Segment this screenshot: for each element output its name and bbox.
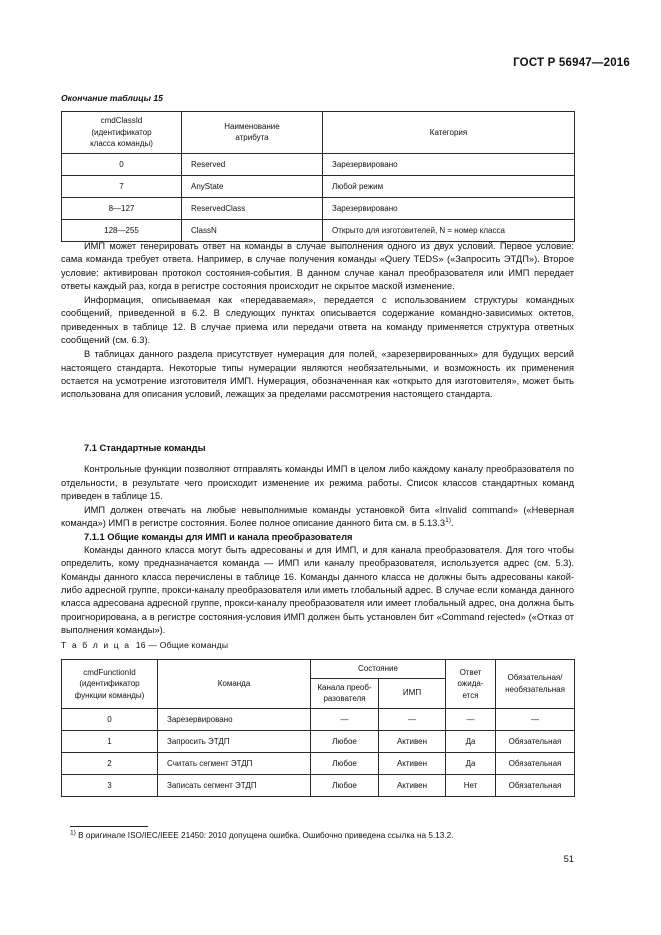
footnote-text	[61, 830, 574, 841]
cell-id: 7	[62, 175, 182, 197]
table15	[61, 111, 575, 242]
table16-answer-line3: ется	[462, 690, 479, 700]
heading-7-1-1: 7.1.1 Общие команды для ИМП и канала преобразователя	[84, 531, 353, 542]
table16-required-line1: Обязательная/	[507, 673, 563, 683]
section-7-1-block	[61, 442, 574, 637]
table16-col1-line3: функции команды)	[74, 690, 145, 700]
table-row	[62, 752, 575, 774]
table16-header	[62, 660, 575, 709]
cell-answer: —	[446, 708, 496, 730]
table15-col-cmdclassid	[62, 112, 182, 154]
cell-required: Обязательная	[496, 730, 575, 752]
cell-category: Зарезервировано	[323, 197, 575, 219]
table-row	[62, 153, 575, 175]
cell-category: Зарезервировано	[323, 153, 575, 175]
body-text-block-1	[61, 240, 574, 402]
table-row	[62, 730, 575, 752]
paragraph-5	[61, 504, 574, 531]
table15-block	[61, 93, 574, 242]
cell-name: ClassN	[182, 219, 323, 241]
cell-name: Reserved	[182, 153, 323, 175]
table16-col-required	[496, 660, 575, 709]
footnote-block	[61, 826, 574, 867]
cell-required: Обязательная	[496, 774, 575, 796]
cell-id: 0	[62, 153, 182, 175]
paragraph-5-tail: .	[450, 518, 454, 529]
table16-col-state-imp: ИМП	[379, 678, 446, 708]
cell-id: 1	[62, 730, 158, 752]
table16-caption-rest: 16 — Общие команды	[135, 640, 229, 650]
cell-command: Считать сегмент ЭТДП	[158, 752, 311, 774]
table15-col2-line1: Наименование	[224, 121, 280, 131]
cell-answer: Да	[446, 730, 496, 752]
cell-channel: Любое	[311, 774, 379, 796]
cell-id: 0	[62, 708, 158, 730]
table16-block	[61, 640, 574, 797]
table16-answer-line2: ожида-	[457, 679, 484, 689]
cell-id: 8—127	[62, 197, 182, 219]
cell-required: Обязательная	[496, 752, 575, 774]
cell-category: Любой режим	[323, 175, 575, 197]
table16-channel-line1: Канала преоб-	[317, 682, 372, 692]
cell-channel: Любое	[311, 752, 379, 774]
table-row	[62, 197, 575, 219]
cell-command: Записать сегмент ЭТДП	[158, 774, 311, 796]
table16-col-state-channel	[311, 678, 379, 708]
table16-body	[62, 708, 575, 796]
cell-imp: Активен	[379, 752, 446, 774]
table16-answer-line1: Ответ	[459, 667, 482, 677]
cell-command: Зарезервировано	[158, 708, 311, 730]
cell-command: Запросить ЭТДП	[158, 730, 311, 752]
cell-imp: Активен	[379, 730, 446, 752]
table16-caption-word: Т а б л и ц а	[61, 640, 131, 650]
heading-7-1: 7.1 Стандартные команды	[84, 443, 206, 453]
paragraph-5-text: ИМП должен отвечать на любые невыполнимые команды установкой бита «Invalid command» («Неверная команда») ИМП в регистре состояния. Более полное описание данного бита см. в 5.13.3	[61, 505, 574, 529]
footnote-ref[interactable]: 1)	[445, 517, 451, 525]
footnote-body: В оригинале ISO/IEC/IEEE 21450: 2010 допущена ошибка. Ошибочно приведена ссылка на 5.13.2.	[75, 831, 454, 840]
paragraph-3: В таблицах данного раздела присутствует нумерация для полей, «зарезервированных» для будущих версий настоящего стандарта. Некоторые типы нумерации являются необязательными, и возможность их применения остается на усмотрение изготовителя ИМП. Нумерация, обозначенная как «открыто для изготовителя», может быть использована для описания условий, лежащих за пределами рассмотрения настоящего стандарта.	[61, 349, 574, 400]
table15-col1-line1: cmdClassId	[100, 116, 143, 125]
cell-category: Открыто для изготовителей, N = номер класса	[323, 219, 575, 241]
table15-caption: Окончание таблицы 15	[61, 93, 163, 103]
cell-name: ReservedClass	[182, 197, 323, 219]
table16-col-state-group: Состояние	[311, 660, 446, 679]
table-row	[62, 175, 575, 197]
cell-channel: Любое	[311, 730, 379, 752]
table-row	[62, 774, 575, 796]
table16-col-command: Команда	[158, 660, 311, 709]
table16-required-line2: необязательная	[505, 684, 565, 694]
table16-col-answer	[446, 660, 496, 709]
cell-name: AnyState	[182, 175, 323, 197]
table16-caption	[61, 640, 574, 650]
paragraph-6: Команды данного класса могут быть адресованы и для ИМП, и для канала преобразователя. Для того чтобы определить, кому предназначается команда — ИМП или каналу преобразователя, используется адрес (см. 5.3). Команды данного класса перечислены в таблице 16. Команды данного класса не должны быть адресованы какой-либо адресной группе, прокси-каналу преобразователя или иметь глобальный адрес. В случае если команда данного класса адресована адресной группе, прокси-каналу преобразователя или имеет глобальный адрес, она должна быть проигнорирована, а в регистре состояния-условия ИМП должен быть установлен бит «Command rejected» («Отказ от выполнения команды»).	[61, 545, 574, 635]
paragraph-2: Информация, описываемая как «передаваемая», передается с использованием структуры командных сообщений, приведенной в 6.2. В следующих пунктах описывается содержание командно-зависимых октетов, приведенных в таблице 12. В случае приема или передачи ответа на команду применяется структура ответных сообщений (см. 6.3).	[61, 295, 574, 346]
table-row	[62, 708, 575, 730]
table15-col1-line3: класса команды)	[90, 139, 153, 149]
table16-col1-line1: cmdFunctionId	[83, 667, 136, 677]
cell-answer: Да	[446, 752, 496, 774]
paragraph-1: ИМП может генерировать ответ на команды в случае выполнения одного из двух условий. Первое условие: сама команда требует ответа. Например, в случае получения команды «Query TEDS» («Запросить ЭТДП»). Второе условие: активирован протокол состояния-события. В данном случае канал преобразователя или ИМП передает ответы каждый раз, когда в регистре состояния происходит не скрытое маской изменение.	[61, 241, 574, 291]
table15-col-attribute-name	[182, 112, 323, 154]
table16	[61, 659, 575, 797]
table15-col1-line2: (идентификатор	[91, 127, 152, 137]
table15-body	[62, 153, 575, 241]
table15-col2-line2: атрибута	[235, 133, 269, 143]
page-number: 51	[563, 853, 574, 864]
cell-id: 3	[62, 774, 158, 796]
cell-id: 128—255	[62, 219, 182, 241]
footnote-divider	[70, 826, 148, 827]
table16-col1-line2: (идентификатор	[79, 679, 140, 689]
cell-answer: Нет	[446, 774, 496, 796]
cell-imp: —	[379, 708, 446, 730]
table15-col-category: Категория	[323, 112, 575, 154]
footnote-marker: 1)	[70, 829, 76, 837]
cell-id: 2	[62, 752, 158, 774]
cell-imp: Активен	[379, 774, 446, 796]
cell-required: —	[496, 708, 575, 730]
table-row	[62, 219, 575, 241]
paragraph-4: Контрольные функции позволяют отправлять команды ИМП в целом либо каждому каналу преобразователя по отдельности, в результате чего происходит изменение их режима работы. Список классов стандартных команд приведен в таблице 15.	[61, 464, 574, 501]
table16-channel-line2: разователя	[323, 694, 366, 704]
cell-channel: —	[311, 708, 379, 730]
table15-header	[62, 112, 575, 154]
table16-col-cmdfunctionid	[62, 660, 158, 709]
standard-header: ГОСТ Р 56947—2016	[513, 57, 630, 69]
